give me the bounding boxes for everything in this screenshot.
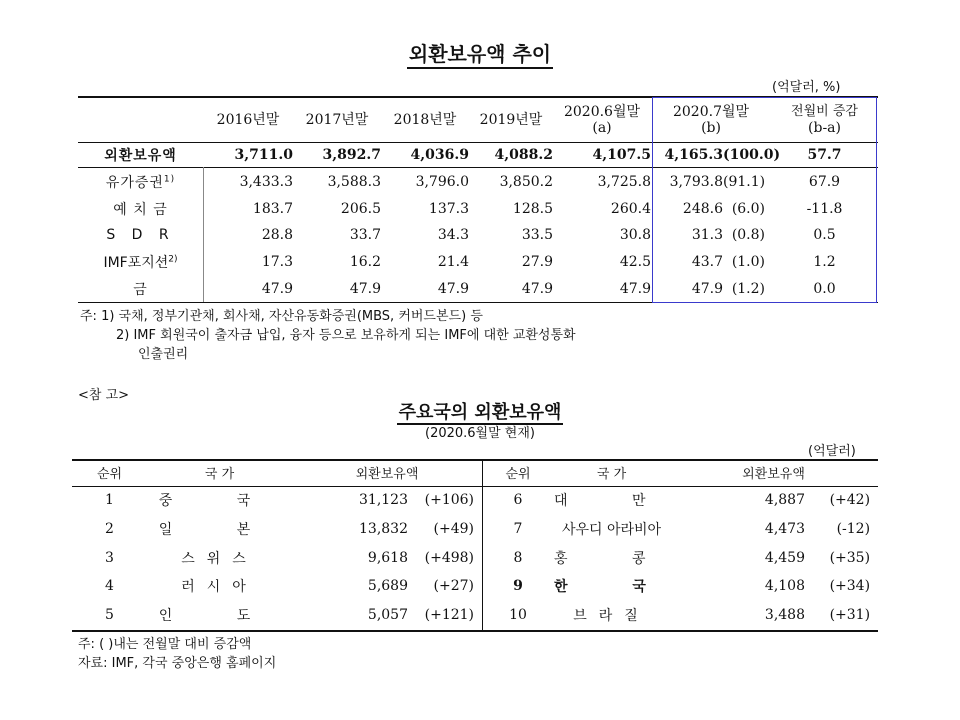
rank: 8 bbox=[513, 549, 523, 566]
unit-label-2: (억달러) bbox=[808, 444, 856, 459]
country: 인 도 bbox=[158, 608, 281, 625]
change-cell: 0.0 bbox=[813, 280, 836, 297]
share-cell: (100.0) bbox=[723, 147, 781, 164]
country: 브라질 bbox=[573, 608, 650, 625]
header-reserves: 외환보유액 bbox=[355, 467, 419, 482]
reserve-value: 31,123 bbox=[359, 492, 408, 509]
country: 스위스 bbox=[181, 550, 258, 567]
reference-title: 주요국의 외환보유액 bbox=[398, 402, 562, 423]
cell: 33.5 bbox=[521, 227, 553, 244]
note-1: 주: 1) 국채, 정부기관채, 회사채, 자산유동화증권(MBS, 커버드본드) 등 bbox=[80, 309, 483, 324]
reserve-value: 4,459 bbox=[764, 549, 806, 566]
note-2-continued: 인출권리 bbox=[138, 347, 189, 362]
unit-label: (억달러, %) bbox=[772, 80, 841, 95]
rank: 3 bbox=[105, 549, 114, 566]
reserve-change: (+498) bbox=[424, 549, 475, 566]
header-blank bbox=[78, 97, 203, 142]
change-cell: 57.7 bbox=[807, 147, 842, 164]
cell: 3,796.0 bbox=[415, 174, 469, 191]
row-label: S D R bbox=[106, 227, 175, 244]
cell: 137.3 bbox=[428, 200, 469, 217]
row-label: 금 bbox=[133, 281, 148, 298]
cell: 206.5 bbox=[340, 200, 381, 217]
reference-subtitle: (2020.6월말 현재) bbox=[425, 426, 535, 441]
share-cell: (91.1) bbox=[723, 174, 766, 191]
rank: 7 bbox=[513, 521, 523, 538]
reserve-value: 3,488 bbox=[764, 607, 806, 624]
cell: 17.3 bbox=[261, 254, 293, 271]
reserve-change: (+121) bbox=[424, 607, 475, 624]
page-title: 외환보유액 추이 bbox=[0, 38, 960, 67]
country: 홍 콩 bbox=[554, 550, 676, 567]
cell: 128.5 bbox=[512, 200, 553, 217]
cell: 260.4 bbox=[610, 200, 651, 217]
share-cell: (1.0) bbox=[731, 254, 766, 271]
country: 일 본 bbox=[158, 522, 281, 539]
row-label: 외환보유액 bbox=[104, 148, 177, 165]
row-label: IMF포지션$^{2)}$ bbox=[103, 254, 178, 272]
share-cell: (0.8) bbox=[731, 227, 766, 244]
cell: 3,892.7 bbox=[322, 147, 381, 164]
reserve-value: 13,832 bbox=[359, 521, 408, 538]
country: 한 국 bbox=[554, 579, 676, 596]
cell: 3,793.8 bbox=[669, 174, 723, 191]
change-cell: 1.2 bbox=[813, 254, 836, 271]
header-rank: 순위 bbox=[505, 467, 531, 482]
cell: 33.7 bbox=[349, 227, 381, 244]
rank: 1 bbox=[105, 492, 114, 509]
cell: 3,725.8 bbox=[597, 174, 651, 191]
cell: 47.9 bbox=[691, 280, 723, 297]
cell: 3,711.0 bbox=[234, 147, 293, 164]
note-2: 2) IMF 회원국이 출자금 납입, 융자 등으로 보유하게 되는 IMF에 대한 교환성통화 bbox=[116, 328, 576, 343]
header-2020-06: 2020.6월말 (a) bbox=[563, 103, 641, 136]
rank: 6 bbox=[513, 492, 523, 509]
cell: 183.7 bbox=[252, 200, 293, 217]
ref-header-row bbox=[72, 459, 878, 486]
country: 사우디 아라비아 bbox=[561, 522, 662, 539]
table-row bbox=[72, 572, 878, 601]
country: 러시아 bbox=[181, 579, 258, 596]
cell: 42.5 bbox=[619, 254, 651, 271]
share-cell: (6.0) bbox=[731, 200, 766, 217]
table-row bbox=[72, 515, 878, 544]
reserve-value: 4,108 bbox=[764, 578, 806, 595]
cell: 4,107.5 bbox=[592, 147, 651, 164]
header-2017: 2017년말 bbox=[305, 111, 369, 128]
header-2020-07: 2020.7월말 (b) bbox=[672, 103, 750, 136]
cell: 34.3 bbox=[437, 227, 469, 244]
rank: 2 bbox=[105, 521, 114, 538]
reserve-value: 9,618 bbox=[367, 549, 408, 566]
reserve-change: (+42) bbox=[829, 492, 871, 509]
cell: 28.8 bbox=[261, 227, 293, 244]
reserve-value: 5,057 bbox=[367, 607, 408, 624]
source-note: 자료: IMF, 각국 중앙은행 홈페이지 bbox=[78, 656, 277, 671]
cell: 27.9 bbox=[521, 254, 553, 271]
country-reserves-table bbox=[72, 459, 878, 629]
reserve-change: (+34) bbox=[829, 578, 871, 595]
change-cell: -11.8 bbox=[806, 200, 843, 217]
header-change: 전월비 증감 (b-a) bbox=[791, 104, 858, 136]
header-2019: 2019년말 bbox=[479, 111, 543, 128]
cell: 47.9 bbox=[619, 280, 651, 297]
country: 중 국 bbox=[158, 493, 281, 510]
reserve-change: (+35) bbox=[829, 549, 871, 566]
reserve-value: 4,473 bbox=[764, 521, 806, 538]
reserve-change: (+49) bbox=[433, 521, 475, 538]
rank: 4 bbox=[105, 578, 114, 595]
cell: 4,088.2 bbox=[494, 147, 553, 164]
cell: 47.9 bbox=[437, 280, 469, 297]
reserve-change: (+31) bbox=[829, 607, 871, 624]
table-row bbox=[72, 486, 878, 515]
cell: 3,433.3 bbox=[239, 174, 293, 191]
header-country: 국 가 bbox=[204, 467, 235, 482]
rank: 10 bbox=[509, 607, 527, 624]
cell: 47.9 bbox=[521, 280, 553, 297]
change-cell: 0.5 bbox=[813, 227, 836, 244]
header-rank: 순위 bbox=[96, 467, 123, 482]
cell: 31.3 bbox=[691, 227, 723, 244]
header-2018: 2018년말 bbox=[393, 111, 457, 128]
row-label: 유가증권$^{1)}$ bbox=[105, 174, 176, 192]
ref-table-bottom-rule bbox=[72, 630, 878, 632]
change-cell: 67.9 bbox=[808, 174, 841, 191]
reserve-change: (+106) bbox=[424, 492, 475, 509]
cell: 248.6 bbox=[682, 200, 723, 217]
cell: 47.9 bbox=[349, 280, 381, 297]
rank: 9 bbox=[513, 578, 523, 595]
cell: 16.2 bbox=[349, 254, 381, 271]
cell: 4,036.9 bbox=[410, 147, 469, 164]
reserve-change: (+27) bbox=[433, 578, 475, 595]
cell: 3,850.2 bbox=[499, 174, 553, 191]
reserve-change: (-12) bbox=[836, 521, 871, 538]
table-row bbox=[72, 601, 878, 630]
rank: 5 bbox=[105, 607, 114, 624]
reserve-value: 4,887 bbox=[764, 492, 806, 509]
reserve-value: 5,689 bbox=[367, 578, 408, 595]
cell: 4,165.3 bbox=[664, 147, 723, 164]
cell: 30.8 bbox=[619, 227, 651, 244]
header-reserves: 외환보유액 bbox=[742, 467, 805, 482]
highlight-box bbox=[652, 97, 877, 303]
reference-label: <참 고> bbox=[78, 388, 130, 403]
table-row bbox=[72, 543, 878, 572]
cell: 43.7 bbox=[691, 254, 723, 271]
footnote: 주: ( )내는 전월말 대비 증감액 bbox=[78, 637, 252, 652]
country: 대 만 bbox=[554, 493, 676, 510]
cell: 21.4 bbox=[437, 254, 469, 271]
share-cell: (1.2) bbox=[731, 280, 766, 297]
row-label: 예 치 금 bbox=[113, 201, 168, 218]
cell: 3,588.3 bbox=[327, 174, 381, 191]
header-country: 국 가 bbox=[596, 467, 627, 482]
cell: 47.9 bbox=[261, 280, 293, 297]
header-2016: 2016년말 bbox=[216, 111, 280, 128]
